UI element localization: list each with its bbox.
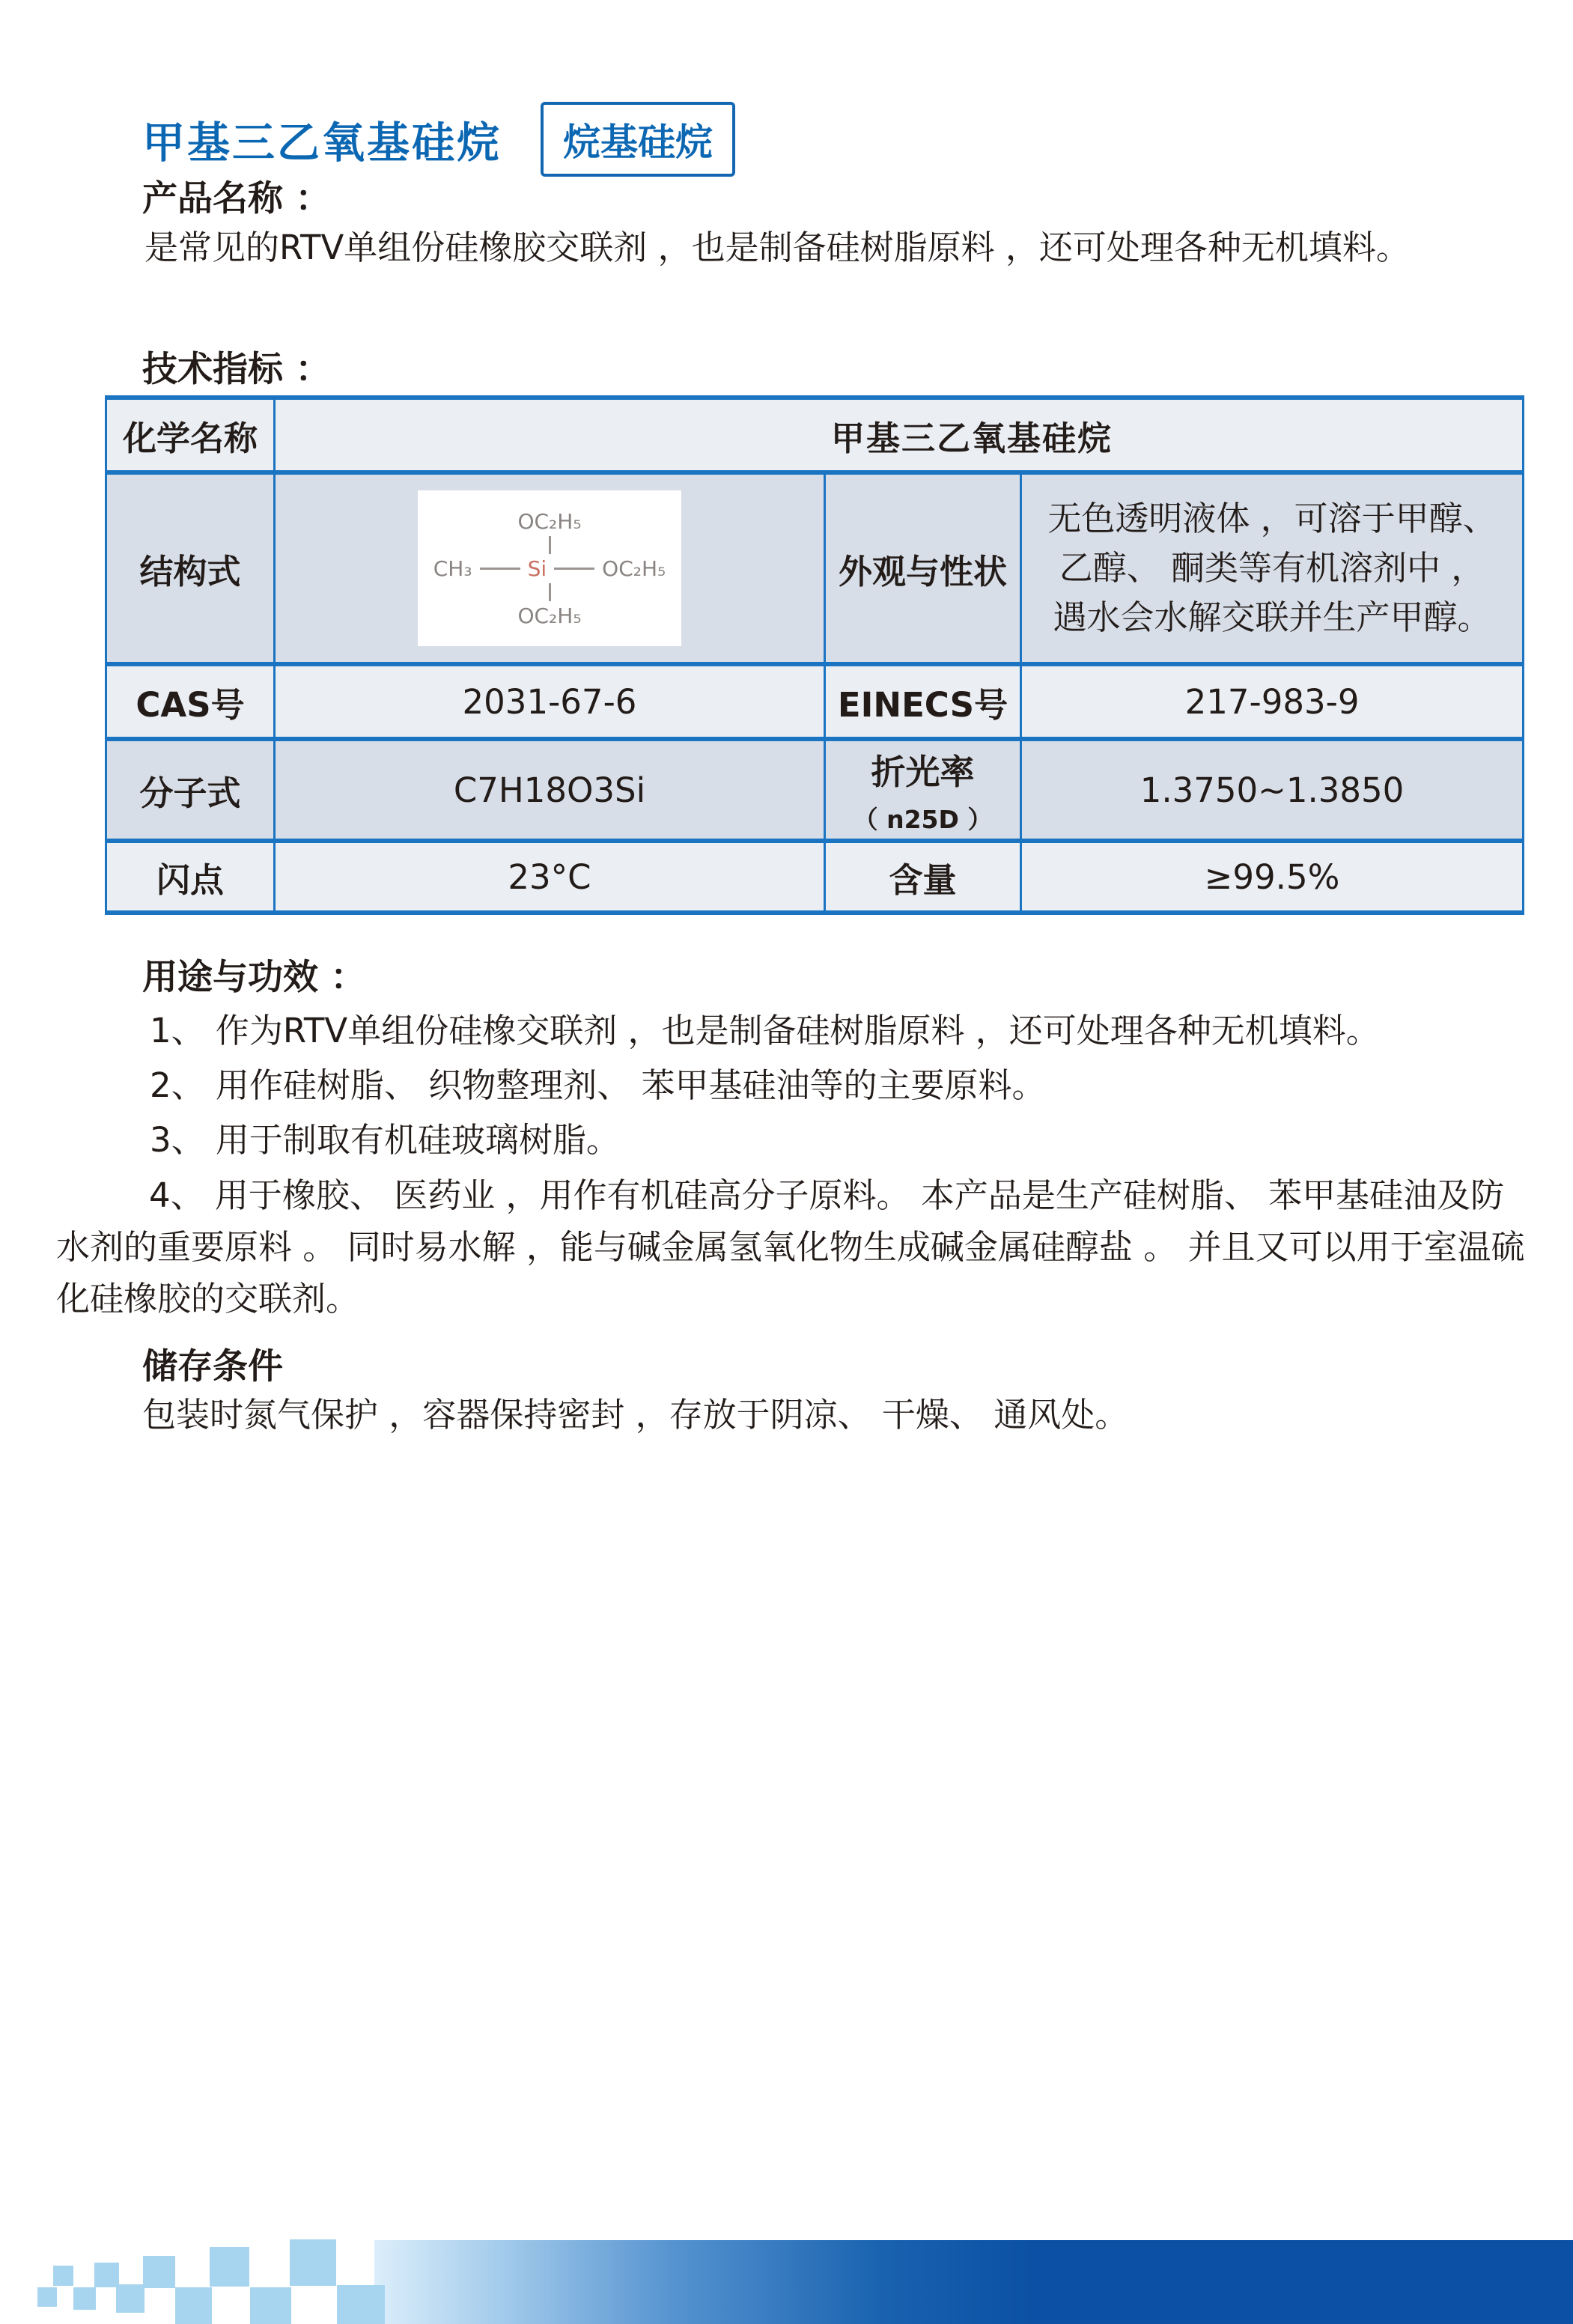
footer-gradient-bar [374, 2240, 1573, 2324]
table-row [106, 739, 1524, 841]
tech-spec-heading: 技术指标 ： [142, 349, 331, 390]
refractive-value-cell: 1.3750~1.3850 [1021, 739, 1524, 841]
einecs-value-cell: 217-983-9 [1021, 664, 1524, 739]
flash-value-cell: 23°C [275, 841, 825, 913]
footer-pixel-square [116, 2284, 144, 2313]
footer-pixel-square [290, 2239, 336, 2286]
structure-bottom-group: OC₂H₅ [517, 603, 582, 628]
footer-pixel-square [175, 2287, 212, 2324]
storage-heading: 储存条件 [142, 1346, 283, 1387]
usage-item-1: 1、 作为RTV单组份硅橡交联剂 ，也是制备硅树脂原料 ，还可处理各种无机填料。 [150, 1011, 1380, 1050]
bond-line [549, 536, 551, 554]
spec-table [105, 395, 1524, 915]
category-badge: 烷基硅烷 [541, 102, 735, 177]
storage-text: 包装时氮气保护 ，容器保持密封 ，存放于阴凉、 干燥、 通风处。 [142, 1395, 1129, 1435]
formula-label-cell: 分子式 [106, 739, 275, 841]
bond-line [554, 568, 594, 570]
product-description: 是常见的RTV单组份硅橡胶交联剂 ，也是制备硅树脂原料 ，还可处理各种无机填料。 [144, 228, 1410, 267]
usage-heading: 用途与功效 ： [142, 957, 366, 998]
bond-line [549, 583, 551, 601]
appearance-label-cell: 外观与性状 [825, 472, 1021, 664]
footer-pixel-square [210, 2247, 249, 2287]
product-name-heading: 产品名称 ： [142, 178, 331, 219]
content-value-cell: ≥99.5% [1021, 841, 1524, 913]
structure-left-group: CH₃ [433, 556, 472, 581]
table-row [106, 472, 1524, 664]
table-row [106, 841, 1524, 913]
footer-pixel-square [337, 2285, 385, 2324]
table-row [106, 664, 1524, 739]
refractive-label-cell [825, 739, 1021, 841]
structure-mid-row [433, 556, 666, 581]
structure-label-cell: 结构式 [106, 472, 275, 664]
structure-right-group: OC₂H₅ [602, 556, 666, 581]
usage-item-4: 4、 用于橡胶、 医药业 ，用作有机硅高分子原料。 本产品是生产硅树脂、 苯甲基硅油及防水剂的重要原料 。 同时易水解 ，能与碱金属氢氧化物生成碱金属硅醇盐 。 并且又可以用于室温硫化硅橡胶的交联剂。 [56, 1175, 1525, 1318]
refractive-sublabel: （ n25D ） [853, 804, 993, 834]
bond-line [480, 568, 520, 570]
title-row [142, 102, 735, 177]
formula-value-cell: C7H18O3Si [275, 739, 825, 841]
footer-pixel-square [53, 2266, 73, 2286]
cas-label-cell: CAS号 [106, 664, 275, 739]
structure-top-group: OC₂H₅ [517, 508, 582, 534]
chem-name-value-cell: 甲基三乙氧基硅烷 [275, 398, 1524, 472]
table-row [106, 398, 1524, 472]
cas-value-cell: 2031-67-6 [275, 664, 825, 739]
footer-pixel-square [250, 2287, 291, 2324]
usage-item-3: 3、 用于制取有机硅玻璃树脂。 [150, 1120, 620, 1160]
footer-pixel-square [143, 2256, 175, 2288]
chem-name-label-cell: 化学名称 [106, 398, 275, 472]
structure-value-cell [275, 472, 825, 664]
flash-label-cell: 闪点 [106, 841, 275, 913]
usage-item-2: 2、 用作硅树脂、 织物整理剂、 苯甲基硅油等的主要原料。 [150, 1065, 1046, 1105]
content-label-cell: 含量 [825, 841, 1021, 913]
footer-pixel-square [73, 2287, 96, 2310]
footer-pixel-square [37, 2287, 57, 2307]
page-title: 甲基三乙氧基硅烷 [142, 118, 502, 168]
appearance-value-cell: 无色透明液体 ，可溶于甲醇、乙醇、 酮类等有机溶剂中 ，遇水会水解交联并生产甲醇。 [1021, 472, 1524, 664]
einecs-label-cell: EINECS号 [825, 664, 1021, 739]
structure-si-atom: Si [527, 556, 547, 581]
structure-diagram [418, 490, 681, 646]
refractive-label: 折光率 [871, 751, 975, 792]
